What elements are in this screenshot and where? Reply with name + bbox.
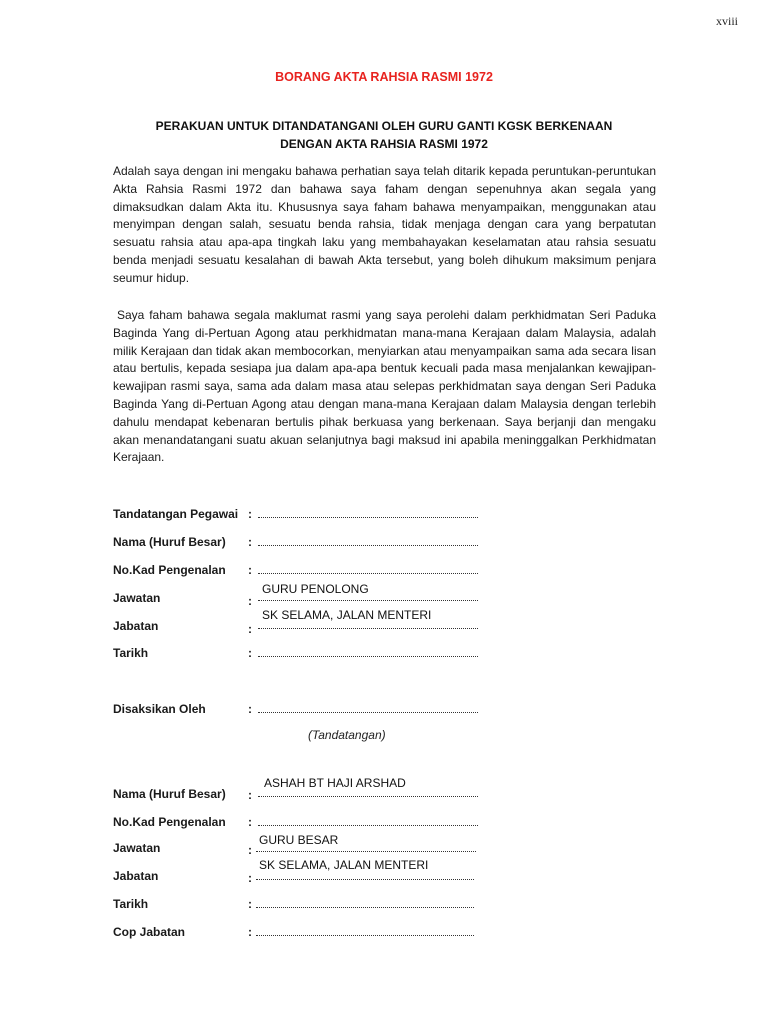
field-label: Tandatangan Pegawai bbox=[113, 507, 239, 521]
field-label: Jawatan bbox=[113, 841, 161, 855]
field-colon: : bbox=[248, 843, 252, 857]
witness-date-line[interactable] bbox=[256, 901, 474, 908]
field-label: No.Kad Pengenalan bbox=[113, 815, 226, 829]
witness-department-value[interactable]: SK SELAMA, JALAN MENTERI bbox=[259, 858, 429, 872]
witness-name-line bbox=[258, 790, 478, 797]
witness-position-value[interactable]: GURU BESAR bbox=[259, 833, 339, 847]
witness-signature-line[interactable] bbox=[258, 706, 478, 713]
field-label: Nama (Huruf Besar) bbox=[113, 535, 226, 549]
paragraph-1: Adalah saya dengan ini mengaku bahawa perhatian saya telah ditarik kepada peruntukan-peruntukan Akta Rahsia Rasmi 1972 dan bahawa saya faham dengan sepenuhnya akan segala yang dimaksudkan dalam Akta itu. Khususnya saya faham bahawa menyampaikan, menggunakan atau menyimpan dengan salah, sesuatu benda rahsia, tidak menjaga dengan cara yang berpatutan sesuatu rahsia atau apa-apa tingkah laku yang membahayakan keselamatan atau rahsia sesuatu benda menjadi sesuatu kesalahan di bawah Akta tersebut, yang boleh dihukum maksimum penjara seumur hidup. bbox=[113, 164, 656, 285]
field-label: No.Kad Pengenalan bbox=[113, 563, 226, 577]
page-number: xviii bbox=[716, 14, 739, 28]
heading-line-1: PERAKUAN UNTUK DITANDATANGANI OLEH GURU GANTI KGSK BERKENAAN bbox=[155, 119, 613, 133]
field-label: Nama (Huruf Besar) bbox=[113, 787, 226, 801]
field-label: Cop Jabatan bbox=[113, 925, 186, 939]
field-colon: : bbox=[248, 646, 252, 660]
department-line bbox=[258, 622, 478, 629]
field-colon: : bbox=[248, 871, 252, 885]
signature-note: (Tandatangan) bbox=[308, 728, 386, 742]
form-title: BORANG AKTA RAHSIA RASMI 1972 bbox=[275, 70, 493, 84]
position-value[interactable]: GURU PENOLONG bbox=[262, 582, 369, 596]
witness-name-value[interactable]: ASHAH BT HAJI ARSHAD bbox=[264, 776, 406, 790]
stamp-line[interactable] bbox=[256, 929, 474, 936]
field-label: Tarikh bbox=[113, 897, 149, 911]
date-line[interactable] bbox=[258, 650, 478, 657]
field-colon: : bbox=[248, 563, 252, 577]
field-colon: : bbox=[248, 925, 252, 939]
field-colon: : bbox=[248, 622, 252, 636]
ic-line[interactable] bbox=[258, 567, 478, 574]
position-line bbox=[258, 594, 478, 601]
field-label: Jawatan bbox=[113, 591, 161, 605]
field-label: Jabatan bbox=[113, 619, 159, 633]
paragraph-2: Saya faham bahawa segala maklumat rasmi yang saya perolehi dalam perkhidmatan Seri Paduka Baginda Yang di-Pertuan Agong atau perkhidmatan mana-mana Kerajaan dalam Malaysia, adalah milik Kerajaan dan tidak akan membocorkan, menyiarkan atau menyampaikan sama ada secara lisan atau bertulis, kepada sesiapa jua dalam apa-apa bentuk kecuali pada masa menjalankan kewajipan-kewajipan rasmi saya, sama ada dalam masa atau selepas perkhidmatan saya dengan Seri Paduka Baginda Yang di-Pertuan Agong atau dengan mana-mana Kerajaan dalam Malaysia dengan terlebih dahulu mendapat kebenaran bertulis pihak berkuasa yang berkenaan. Saya berjanji dan mengaku akan menandatangani suatu akuan selanjutnya bagi maksud ini apabila meninggalkan Perkhidmatan Kerajaan. bbox=[113, 308, 656, 465]
witness-department-line bbox=[256, 873, 474, 880]
field-label: Tarikh bbox=[113, 646, 149, 660]
field-colon: : bbox=[248, 507, 252, 521]
name-line[interactable] bbox=[258, 539, 478, 546]
field-colon: : bbox=[248, 788, 252, 802]
signature-line[interactable] bbox=[258, 511, 478, 518]
field-label: Jabatan bbox=[113, 869, 159, 883]
field-colon: : bbox=[248, 535, 252, 549]
department-value[interactable]: SK SELAMA, JALAN MENTERI bbox=[262, 608, 432, 622]
field-colon: : bbox=[248, 594, 252, 608]
witness-position-line bbox=[256, 845, 476, 852]
field-label: Disaksikan Oleh bbox=[113, 702, 206, 716]
witness-ic-line[interactable] bbox=[258, 819, 478, 826]
heading-line-2: DENGAN AKTA RAHSIA RASMI 1972 bbox=[280, 137, 488, 151]
field-colon: : bbox=[248, 702, 252, 716]
field-colon: : bbox=[248, 897, 252, 911]
field-colon: : bbox=[248, 815, 252, 829]
